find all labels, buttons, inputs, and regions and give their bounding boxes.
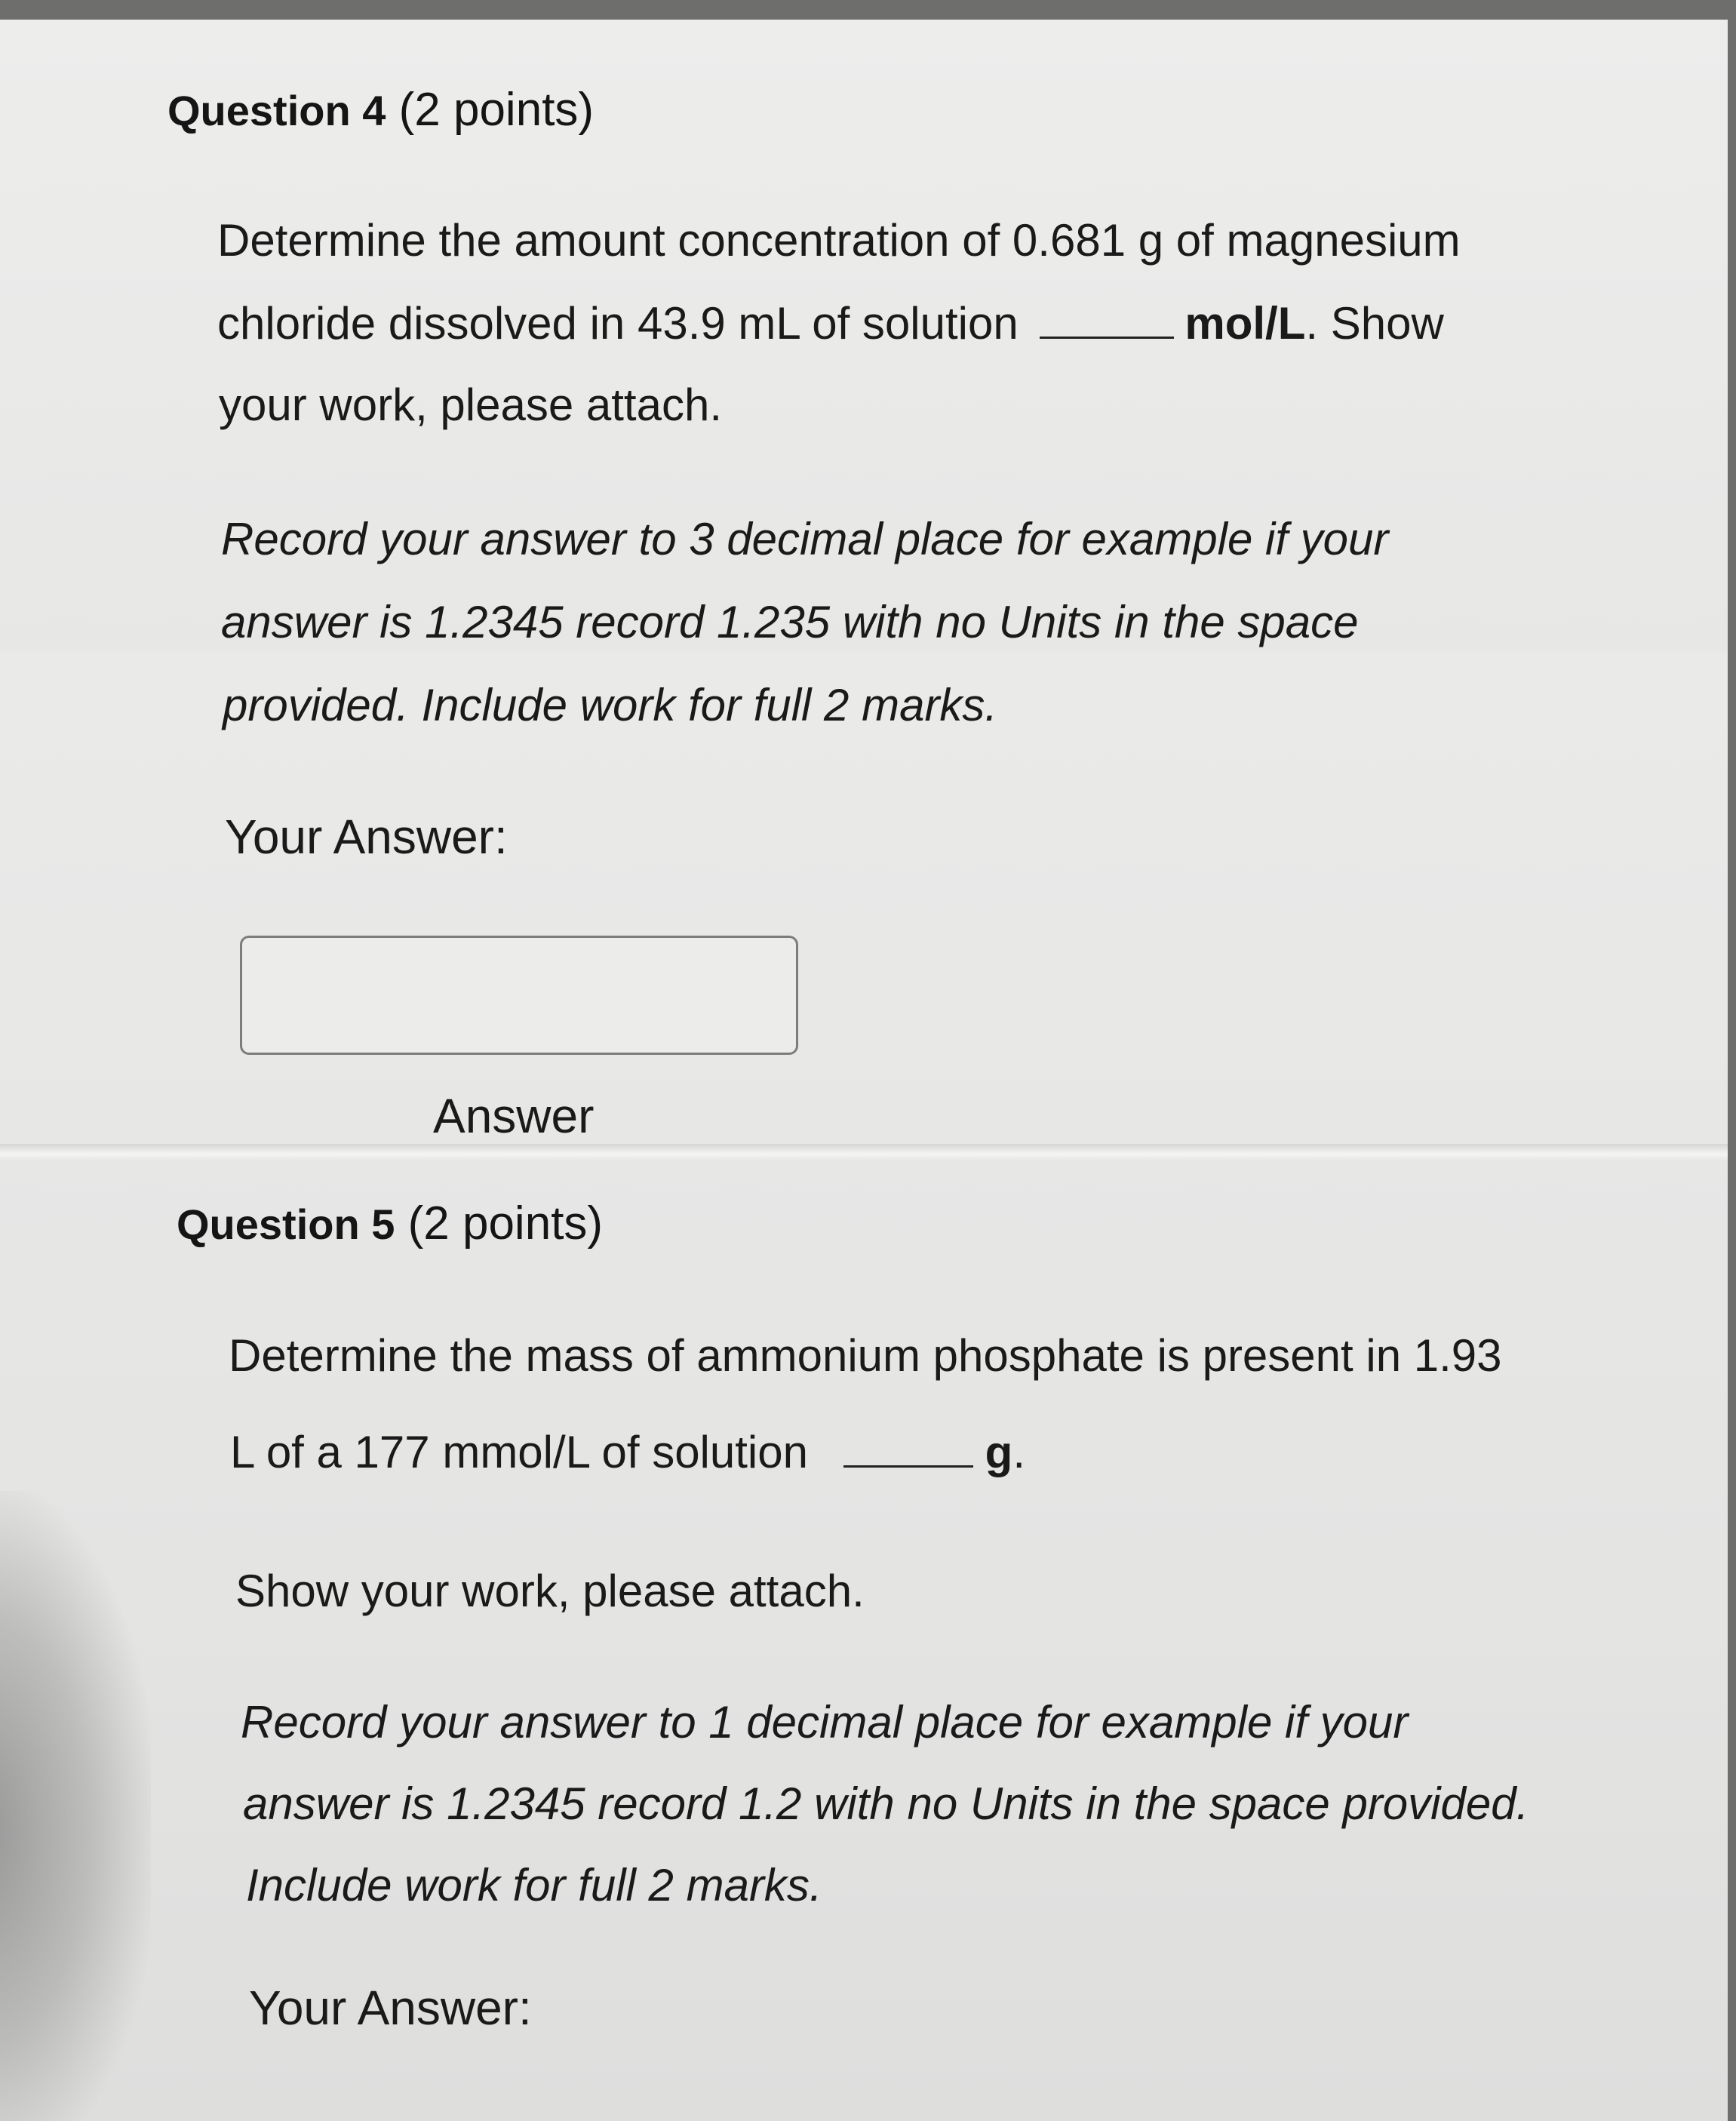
question-5-line-2-text: L of a 177 mmol/L of solution (230, 1427, 821, 1477)
question-4-number: Question 4 (167, 87, 386, 134)
question-4-line-1: Determine the amount concentration of 0.681 g of magnesium (217, 215, 1461, 266)
question-4-line-2 (217, 297, 1444, 349)
question-4-line-2-end: . Show (1305, 298, 1444, 349)
question-5-line-3: Show your work, please attach. (235, 1566, 865, 1616)
question-5-number: Question 5 (177, 1200, 395, 1248)
question-4-line-3: your work, please attach. (219, 380, 723, 430)
question-4-line-2-text: chloride dissolved in 43.9 mL of solution (217, 298, 1031, 349)
question-4-instruction-1: Record your answer to 3 decimal place for example if your (221, 514, 1389, 564)
paper-fold (0, 1144, 1728, 1160)
question-4-your-answer-label: Your Answer: (225, 810, 508, 864)
question-5-your-answer-label: Your Answer: (249, 1981, 532, 2035)
question-4-answer-input[interactable] (240, 936, 798, 1055)
question-5-blank (843, 1465, 973, 1468)
question-5-title (177, 1197, 603, 1250)
question-5-line-1: Determine the mass of ammonium phosphate is present in 1.93 (229, 1330, 1502, 1381)
question-5-instruction-2: answer is 1.2345 record 1.2 with no Units in the space provided. (243, 1778, 1529, 1829)
question-4-instruction-2: answer is 1.2345 record 1.235 with no Units in the space (221, 597, 1359, 647)
worksheet-page (0, 20, 1728, 2121)
question-4-answer-caption: Answer (433, 1089, 595, 1143)
question-5-instruction-3: Include work for full 2 marks. (246, 1860, 822, 1910)
question-5-line-2 (230, 1426, 1025, 1478)
question-4-instruction-3: provided. Include work for full 2 marks. (223, 680, 998, 730)
question-4-unit: mol/L (1184, 298, 1306, 349)
question-4-blank (1040, 337, 1174, 339)
question-5-instruction-1: Record your answer to 1 decimal place for example if your (241, 1697, 1409, 1748)
question-5-points: (2 points) (395, 1197, 604, 1250)
question-4-points: (2 points) (386, 84, 595, 136)
question-5-unit: g (985, 1427, 1013, 1477)
question-4-title (167, 83, 594, 137)
question-5-line-2-end: . (1012, 1427, 1025, 1477)
hand-shadow (0, 1491, 151, 2121)
